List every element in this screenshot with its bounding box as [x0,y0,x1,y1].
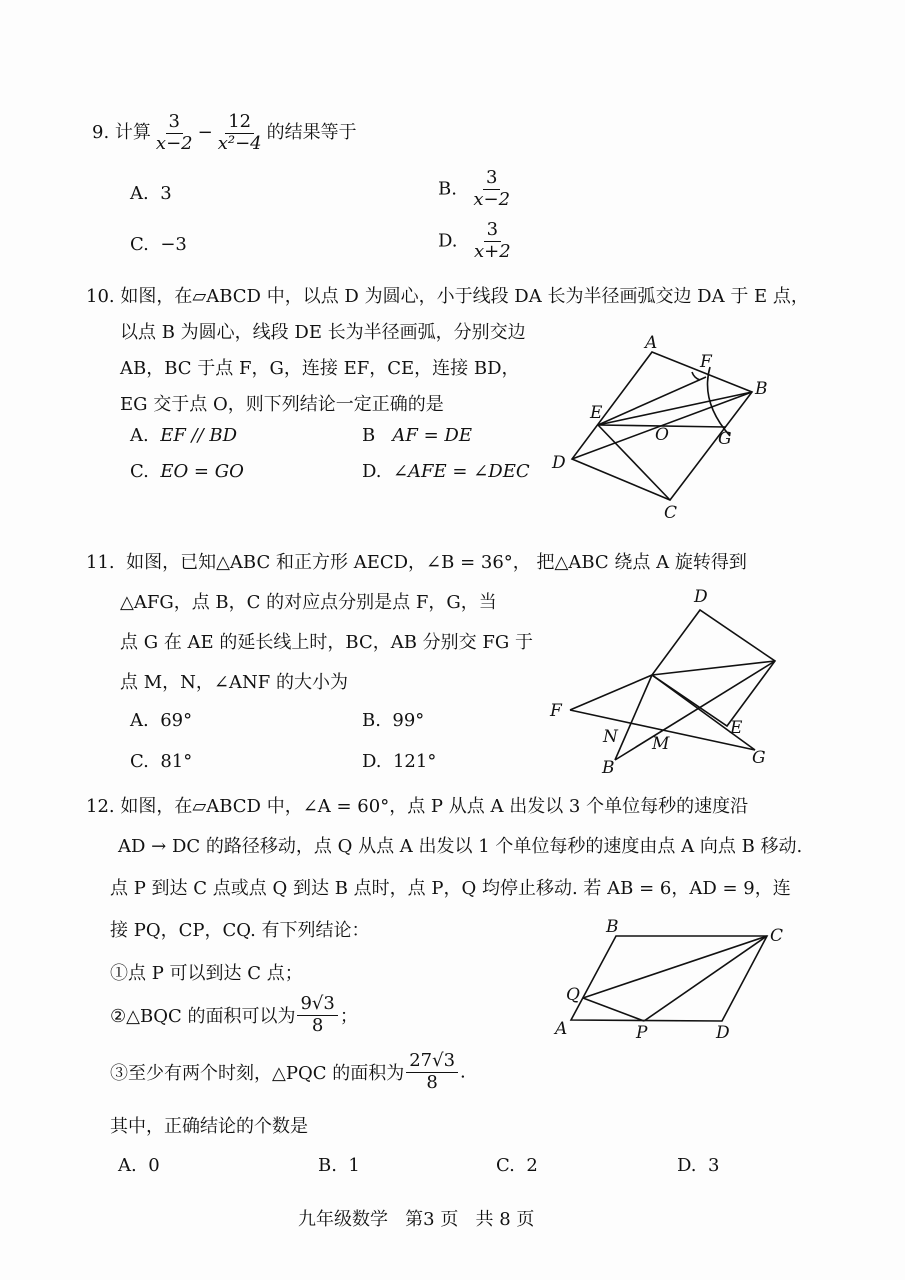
q12-label-q: Q [566,985,580,1005]
q11-line-4: 点 M，N，∠ANF 的大小为 [120,672,348,693]
q11-option-b: B. 99° [362,710,425,731]
q10-option-b: B AF = DE [362,425,472,446]
q10-label-b: B [755,379,768,399]
q10-parallelogram [572,352,752,500]
q10-line-3: AB，BC 于点 F，G，连接 EF，CE，连接 BD， [120,358,520,379]
q10-line-4: EG 交于点 O，则下列结论一定正确的是 [120,394,444,415]
q10-angle-mark [692,372,700,380]
q12-option-b: B. 1 [318,1155,360,1176]
fraction-2: $\frac{12}{\text{x²−4}}$ [217,111,262,154]
q9-option-a: A. 3 [130,183,172,204]
q10-option-a: A. EF // BD [130,425,238,446]
q10-label-e: E [590,403,603,423]
q12-statement-2: ②△BQC 的面积可以为 $\frac{9√3}{8}$ ； [110,993,358,1036]
q10-label-f: F [700,352,712,372]
q10-option-c: C. EO = GO [130,461,244,482]
q11-line-fg [570,710,755,750]
q12-parallelogram [571,936,767,1021]
q11-line-ag [652,675,755,750]
q11-line-bc [615,661,775,760]
q12-option-a: A. 0 [118,1155,160,1176]
q12-line-4: 接 PQ，CP，CQ. 有下列结论： [110,920,370,941]
q11-line-fa [570,675,652,710]
q9-option-c: C. −3 [130,234,187,255]
q12-statement-3: ③至少有两个时刻，△PQC 的面积为 $\frac{27√3}{8}$ . [110,1050,466,1093]
q12-label-c: C [770,926,784,946]
page-footer: 九年级数学 第3 页 共 8 页 [298,1209,535,1230]
q9-option-d: D. $\frac{3}{x+2}$ [438,219,511,262]
q11-label-g: G [752,748,766,768]
q12-label-b: B [606,917,619,937]
question-9-prefix: 计算 [114,122,151,144]
q12-line-1: 12. 如图，在▱ABCD 中，∠A = 60°，点 P 从点 A 出发以 3 个单位每秒的速度沿 [86,796,749,817]
q12-line-2: AD → DC 的路径移动，点 Q 从点 A 出发以 1 个单位每秒的速度由点 A 向点 B 移动. [118,836,803,857]
q10-line-eb [598,392,752,425]
q12-label-p: P [636,1023,648,1043]
q11-option-d: D. 121° [362,751,437,772]
q10-line-ef [598,377,706,425]
q11-option-c: C. 81° [130,751,193,772]
q12-line-pc [644,936,767,1021]
q11-label-d: D [694,587,708,607]
q11-line-ac [652,661,775,675]
question-9-suffix: 的结果等于 [266,122,357,144]
q12-option-d: D. 3 [677,1155,720,1176]
q12-final-line: 其中，正确结论的个数是 [110,1116,308,1137]
q10-option-d: D. ∠AFE = ∠DEC [362,461,530,482]
q9-option-b: B. $\frac{3}{x-2}$ [438,167,511,210]
q10-line-bd [572,392,752,459]
q10-line-2: 以点 B 为圆心，线段 DE 长为半径画弧，分别交边 [120,322,526,343]
q11-label-n: N [603,727,618,747]
q11-label-m: M [652,734,670,754]
q12-statement-1: ①点 P 可以到达 C 点； [110,963,303,984]
q10-line-eg [598,425,726,427]
q12-label-a: A [555,1019,568,1039]
question-9-stem [92,112,357,154]
q12-line-qp [583,998,644,1021]
q11-option-a: A. 69° [130,710,193,731]
question-9-number: 9. [92,122,110,144]
q10-line-ec [598,425,670,500]
q10-label-c: C [664,503,678,523]
q10-label-g: G [718,429,732,449]
q10-label-a: A [645,333,658,353]
q11-label-b: B [602,758,615,778]
q12-line-qc [583,936,767,998]
q11-label-e: E [730,718,743,738]
q10-arc-fg [708,367,731,436]
q11-line-3: 点 G 在 AE 的延长线上时，BC，AB 分别交 FG 于 [120,632,533,653]
q11-label-f: F [550,701,562,721]
q12-option-c: C. 2 [496,1155,538,1176]
minus-sign: − [197,122,213,144]
q10-label-d: D [552,453,566,473]
fraction-1: $\frac{3}{x-2}$ [155,111,193,154]
q10-label-o: O [655,425,669,445]
q10-line-1: 10. 如图，在▱ABCD 中，以点 D 为圆心，小于线段 DA 长为半径画弧交边 DA 于 E 点， [86,286,809,307]
q11-line-ab [615,675,652,760]
q11-square [652,610,775,726]
q12-line-3: 点 P 到达 C 点或点 Q 到达 B 点时，点 P，Q 均停止移动. 若 AB = 6，AD = 9，连 [110,878,791,899]
q12-label-d: D [716,1023,730,1043]
q11-line-2: △AFG，点 B，C 的对应点分别是点 F，G，当 [120,592,497,613]
q11-line-1: 11. 如图，已知△ABC 和正方形 AECD，∠B = 36°， 把△ABC 绕点 A 旋转得到 [86,552,747,573]
